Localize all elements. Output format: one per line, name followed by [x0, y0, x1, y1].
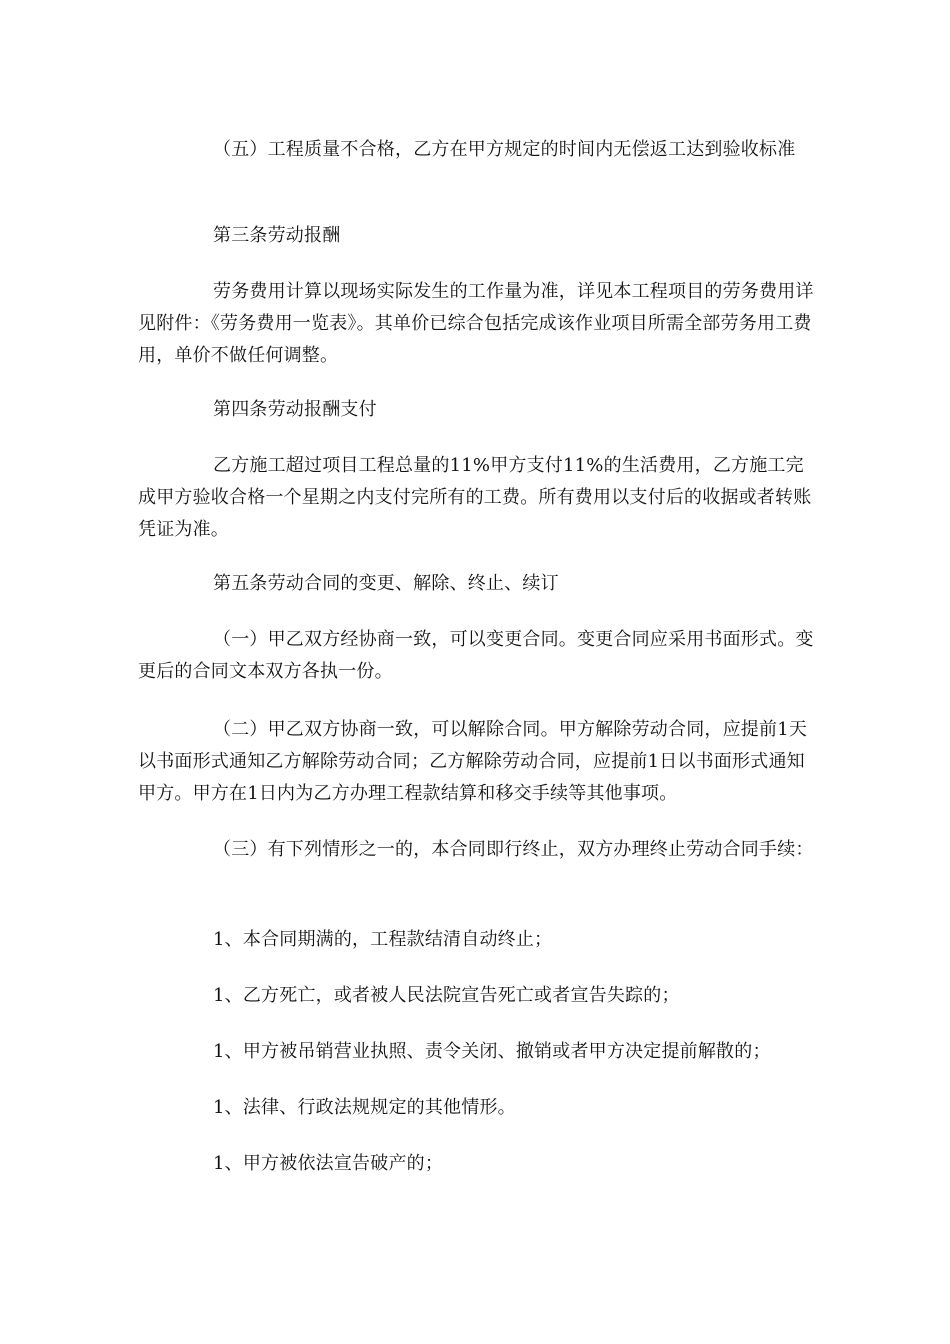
paragraph-change-contract: （一）甲乙双方经协商一致，可以变更合同。变更合同应采用书面形式。变更后的合同文本双方各执一份。: [138, 629, 814, 682]
paragraph-labor-fee: 劳务费用计算以现场实际发生的工作量为准，详见本工程项目的劳务费用详见附件：《劳务费用一览表》。其单价已综合包括完成该作业项目所需全部劳务用工费用，单价不做任何调整。: [138, 281, 814, 366]
paragraph-terminate-contract: （二）甲乙双方协商一致，可以解除合同。甲方解除劳动合同，应提前1天以书面形式通知乙方解除劳动合同；乙方解除劳动合同，应提前1日以书面形式通知甲方。甲方在1日内为乙方办理工程款结算和移交手续等其他事项。: [138, 719, 808, 804]
list-item-contract-expiry: 1、本合同期满的，工程款结清自动终止；: [213, 929, 553, 950]
heading-article-3: 第三条劳动报酬: [213, 225, 341, 246]
heading-article-4: 第四条劳动报酬支付: [213, 399, 377, 420]
list-item-license-revoked: 1、甲方被吊销营业执照、责令关闭、撤销或者甲方决定提前解散的；: [213, 1041, 771, 1062]
paragraph-quality-clause: （五）工程质量不合格，乙方在甲方规定的时间内无偿返工达到验收标准: [213, 139, 796, 160]
list-item-bankruptcy: 1、甲方被依法宣告破产的；: [213, 1153, 444, 1174]
heading-article-5: 第五条劳动合同的变更、解除、终止、续订: [213, 573, 559, 594]
paragraph-end-conditions: （三）有下列情形之一的，本合同即行终止，双方办理终止劳动合同手续：: [213, 839, 814, 860]
paragraph-payment: 乙方施工超过项目工程总量的11%甲方支付11%的生活费用，乙方施工完成甲方验收合格一个星期之内支付完所有的工费。所有费用以支付后的收据或者转账凭证为准。: [138, 455, 812, 540]
list-item-party-b-death: 1、乙方死亡，或者被人民法院宣告死亡或者宣告失踪的；: [213, 985, 680, 1006]
list-item-other-legal: 1、法律、行政法规规定的其他情形。: [213, 1097, 516, 1118]
